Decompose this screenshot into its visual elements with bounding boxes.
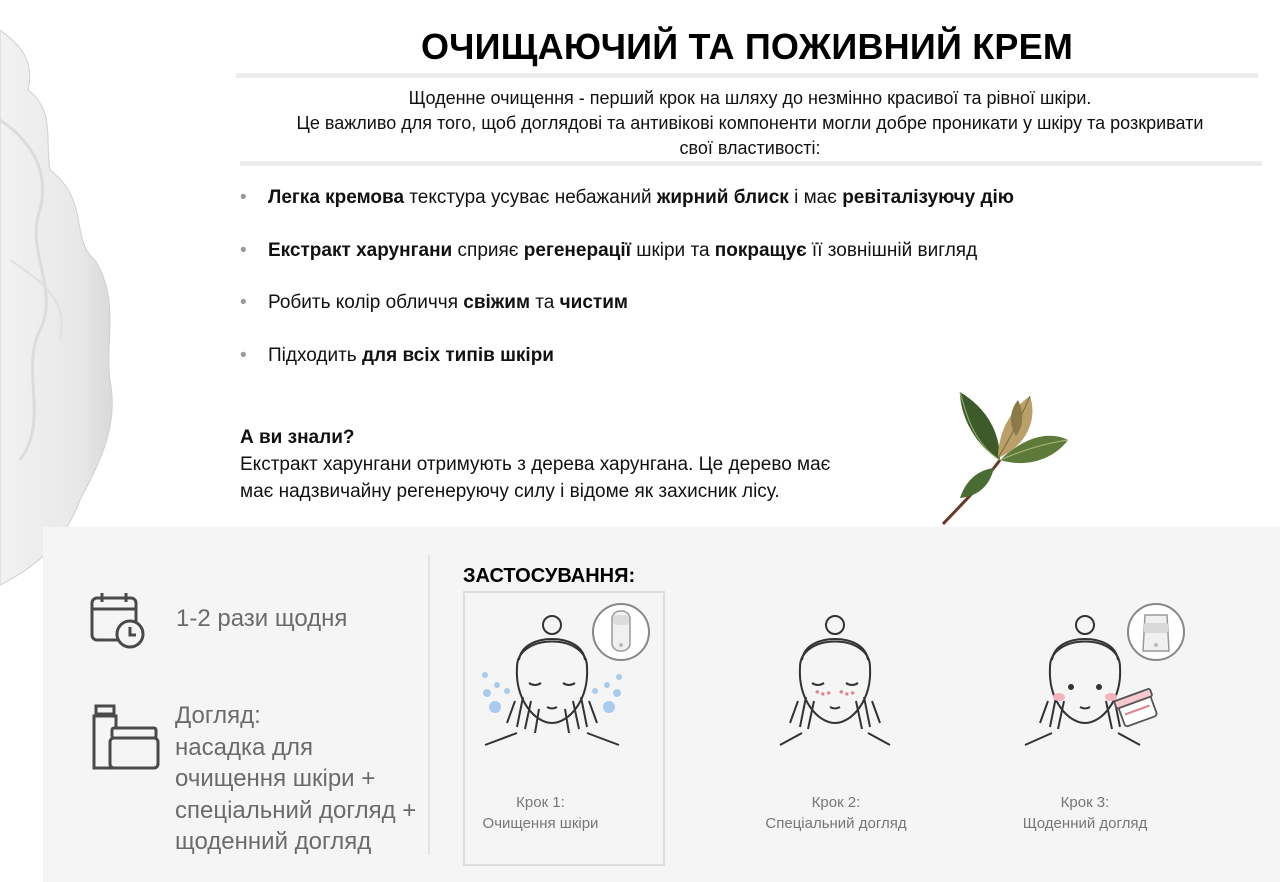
feature-highlight-text: чистим [559, 292, 628, 313]
feature-text: шкіри та [630, 239, 715, 261]
step-description: Спеціальний догляд [765, 815, 907, 832]
feature-text: текстура усуває небажаний [404, 187, 657, 208]
feature-highlight-text: Легка кремова [268, 187, 405, 208]
feature-text: Робить колір обличчя [268, 292, 464, 313]
step-description: Щоденний догляд [1022, 815, 1148, 832]
bullet-icon: • [240, 344, 247, 366]
feature-text: та [530, 292, 560, 313]
calendar-clock-icon [88, 590, 148, 650]
did-you-know-line-2: має надзвичайну регенеруючу силу і відоме як захисник лісу. [240, 481, 780, 502]
intro-divider [240, 161, 1262, 166]
page-title: ОЧИЩАЮЧИЙ ТА ПОЖИВНИЙ КРЕМ [420, 26, 1074, 67]
cream-texture-image [0, 0, 140, 600]
feature-highlight-text: свіжим [463, 292, 531, 313]
intro-line-3: свої властивості: [679, 138, 821, 158]
step-3-label [1005, 792, 1165, 834]
intro-line-2: Це важливо для того, щоб доглядові та антивікові компоненти могли добре проникати у шкіру та розкривати [296, 113, 1204, 133]
feature-highlight-text: покращує [714, 239, 807, 261]
care-text [175, 700, 425, 858]
feature-text: і має [788, 187, 843, 208]
feature-item [240, 186, 1140, 239]
step-2-label [750, 792, 922, 834]
intro-text [240, 86, 1260, 161]
step-number: Крок 3: [1060, 794, 1110, 811]
feature-item [240, 291, 1140, 344]
care-line: Догляд: [175, 702, 261, 729]
feature-text: її зовнішній вигляд [806, 239, 978, 261]
feature-highlight-text: Екстракт харунгани [268, 239, 453, 261]
did-you-know-block [240, 424, 880, 505]
face-special-care-illustration [770, 605, 920, 755]
did-you-know-title: А ви знали? [240, 427, 355, 448]
feature-highlight-text: регенерації [523, 239, 631, 261]
care-line: спеціальний догляд + [175, 796, 417, 824]
bottle-jar-icon [88, 702, 160, 774]
step-number: Крок 1: [516, 794, 565, 811]
cleansing-brush-device-icon [590, 601, 652, 663]
feature-highlight-text: жирний блиск [656, 187, 789, 208]
feature-highlight-text: ревіталізуючу дію [842, 187, 1015, 208]
bullet-icon: • [240, 239, 247, 261]
step-1-label [463, 792, 618, 834]
frequency-text: 1-2 рази щодня [176, 605, 348, 632]
did-you-know-line-1: Екстракт харунгани отримують з дерева харунгана. Це дерево має [240, 454, 831, 475]
care-line: щоденний догляд [175, 828, 372, 855]
feature-item [240, 239, 1140, 292]
step-description: Очищення шкіри [482, 815, 599, 832]
intro-line-1: Щоденне очищення - перший крок на шляху до незмінно красивої та рівної шкіри. [408, 88, 1092, 108]
care-line: очищення шкіри + [175, 765, 376, 792]
step-number: Крок 2: [811, 794, 861, 811]
bullet-icon: • [240, 187, 247, 208]
bullet-icon: • [240, 292, 247, 313]
feature-text: Підходить [268, 344, 362, 366]
usage-title: ЗАСТОСУВАННЯ: [463, 565, 636, 587]
cream-jar-icon [1112, 688, 1162, 730]
features-list [240, 186, 1140, 396]
panel-divider [428, 555, 430, 855]
feature-highlight-text: для всіх типів шкіри [361, 344, 554, 366]
harungana-leaf-image [938, 388, 1073, 526]
daily-care-device-icon [1125, 601, 1187, 663]
feature-text: сприяє [452, 239, 524, 261]
title-divider [236, 73, 1258, 78]
care-line: насадка для [175, 733, 313, 761]
